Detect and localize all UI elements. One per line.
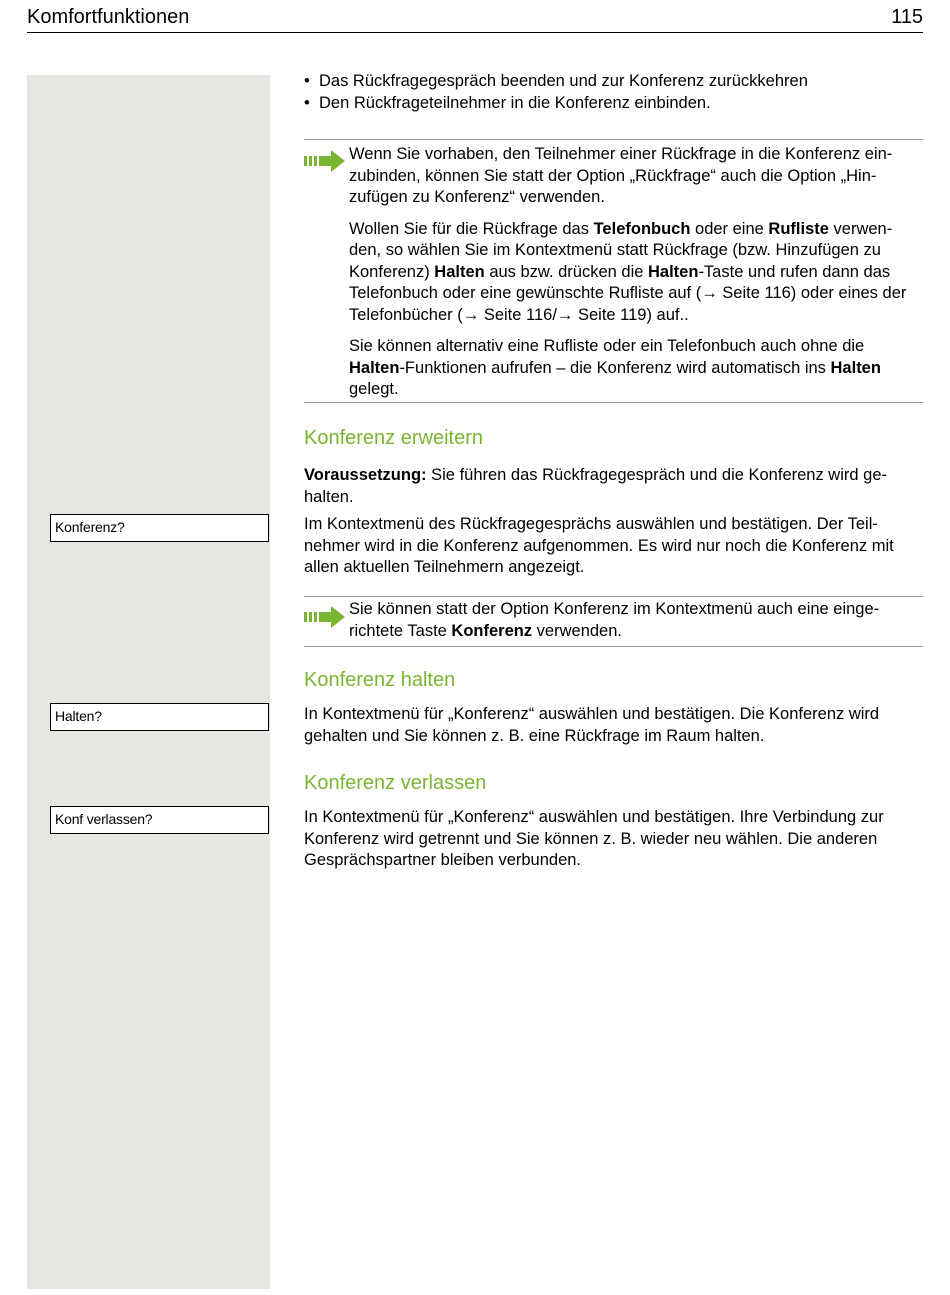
page-number: 115 [891,6,923,28]
section-text-erweitern: Im Kontextmenü des Rückfragegesprächs auswählen und bestätigen. Der Teil-nehmer wird in die Konferenz aufgenommen. Es wird nur noch die Konferenz mit allen aktuellen Teilnehmern angezeigt. [304,515,894,576]
list-item: • Das Rückfragegespräch beenden und zur Konferenz zurückkehren [304,71,923,93]
menu-item-halten[interactable]: Halten? [50,703,269,731]
note-box [304,139,923,403]
section-text-halten: In Kontextmenü für „Konferenz“ auswählen und bestätigen. Die Konferenz wird gehalten und Sie können z. B. eine Rückfrage im Raum halten. [304,705,880,745]
chapter-title: Komfortfunktionen [27,6,190,28]
note-paragraph: Sie können alternativ eine Rufliste oder ein Telefonbuch auch ohne die Halten-Funktionen aufrufen – die Konferenz wird automatisch ins Halten gelegt. [349,337,881,398]
note-arrow-icon [304,604,346,630]
section-heading-verlassen: Konferenz verlassen [304,772,487,794]
note-paragraph: Sie können statt der Option Konferenz im Kontextmenü auch eine einge-richtete Taste Konferenz verwenden. [349,600,880,640]
menu-item-konferenz[interactable]: Konferenz? [50,514,269,542]
list-item: • Den Rückfrageteilnehmer in die Konferenz einbinden. [304,93,923,115]
note-paragraph: Wollen Sie für die Rückfrage das Telefonbuch oder eine Rufliste verwen-den, so wählen Sie im Kontextmenü statt Rückfrage (bzw. Hinzufügen zu Konferenz) Halten aus bzw. drücken die Halten-Taste und rufen dann das Telefonbuch oder eine gewünschte Rufliste auf (→ Seite 116) oder eines der Telefonbücher (→ Seite 116/→ Seite 119) auf.. [349,219,907,324]
section-text-verlassen: In Kontextmenü für „Konferenz“ auswählen und bestätigen. Ihre Verbindung zur Konferenz wird getrennt und Sie können z. B. wieder neu wählen. Die anderen Gesprächspartner bleiben verbunden. [304,808,884,869]
note-arrow-icon [304,148,346,174]
page-header [27,6,923,33]
bullet-list [304,71,923,114]
note-box [304,596,923,647]
note-paragraph: Wenn Sie vorhaben, den Teilnehmer einer Rückfrage in die Konferenz ein-zubinden, können Sie statt der Option „Rückfrage“ auch die Option „Hin-zufügen zu Konferenz“ verwenden. [349,145,893,206]
section-heading-erweitern: Konferenz erweitern [304,427,483,449]
menu-item-konf-verlassen[interactable]: Konf verlassen? [50,806,269,834]
precondition-text: Voraussetzung: Sie führen das Rückfragegespräch und die Konferenz wird ge-halten. [304,466,887,506]
sidebar [27,75,270,1289]
section-heading-halten: Konferenz halten [304,669,456,691]
